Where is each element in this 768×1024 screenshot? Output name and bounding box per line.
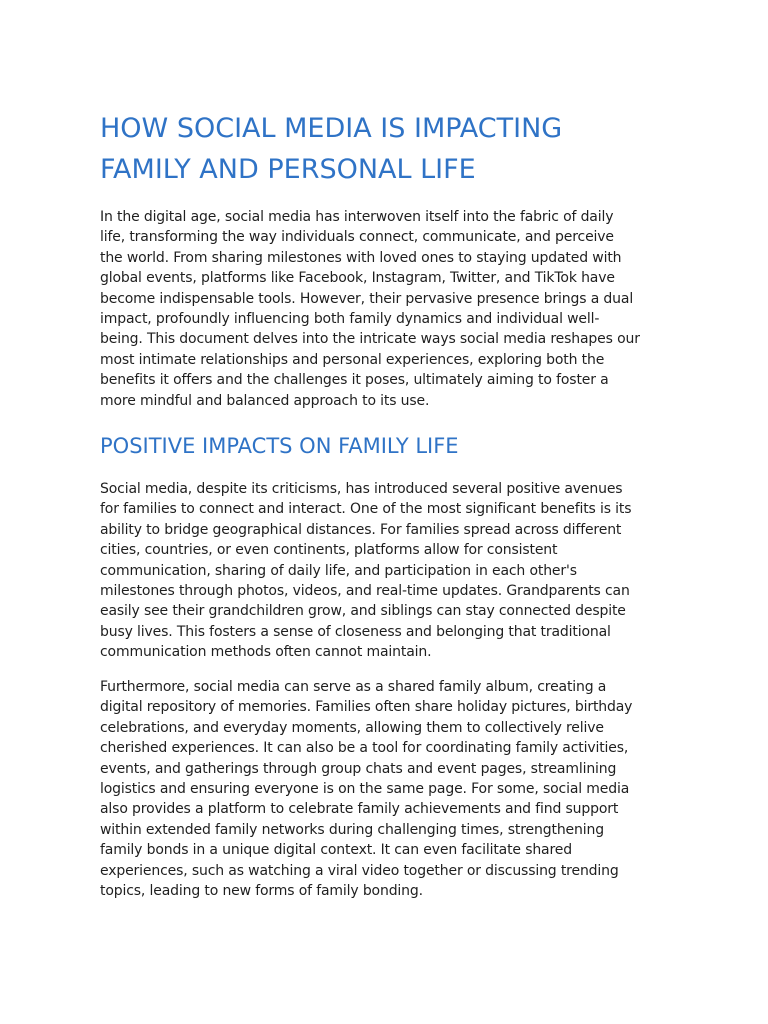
text-line: impact, profoundly influencing both family dynamics and individual well- [100, 311, 600, 328]
text-line: milestones through photos, videos, and real-time updates. Grandparents can [100, 583, 630, 600]
title-line: HOW SOCIAL MEDIA IS IMPACTING [100, 113, 563, 144]
title-line: FAMILY AND PERSONAL LIFE [100, 154, 476, 185]
text-line: Furthermore, social media can serve as a shared family album, creating a [100, 679, 607, 695]
text-line: family bonds in a unique digital context. It can even facilitate shared [100, 842, 572, 859]
text-line: benefits it offers and the challenges it poses, ultimately aiming to foster a [100, 372, 609, 389]
text-line: topics, leading to new forms of family bonding. [100, 883, 423, 900]
text-line: digital repository of memories. Families often share holiday pictures, birthday [100, 699, 633, 716]
text-line: life, transforming the way individuals connect, communicate, and perceive [100, 229, 614, 246]
text-line: celebrations, and everyday moments, allowing them to collectively relive [100, 719, 604, 736]
text-line: most intimate relationships and personal experiences, exploring both the [100, 351, 605, 368]
text-line: cherished experiences. It can also be a tool for coordinating family activities, [100, 740, 629, 757]
section-paragraph [100, 677, 672, 901]
text-line: the world. From sharing milestones with loved ones to staying updated with [100, 249, 622, 266]
text-line: busy lives. This fosters a sense of closeness and belonging that traditional [100, 623, 611, 640]
text-line: being. This document delves into the intricate ways social media reshapes our [100, 331, 640, 348]
section-heading: POSITIVE IMPACTS ON FAMILY LIFE [100, 434, 459, 458]
text-line: communication, sharing of daily life, and participation in each other's [100, 562, 577, 579]
text-line: logistics and ensuring everyone is on the same page. For some, social media [100, 781, 630, 798]
text-line: ability to bridge geographical distances. For families spread across different [100, 521, 622, 538]
document-title [100, 108, 668, 190]
text-line: within extended family networks during challenging times, strengthening [100, 821, 604, 838]
text-line: also provides a platform to celebrate family achievements and find support [100, 801, 619, 818]
text-line: easily see their grandchildren grow, and siblings can stay connected despite [100, 603, 626, 620]
text-line: communication methods often cannot maintain. [100, 644, 432, 661]
text-line: experiences, such as watching a viral video together or discussing trending [100, 862, 619, 879]
text-line: In the digital age, social media has interwoven itself into the fabric of daily [100, 209, 614, 225]
text-line: Social media, despite its criticisms, has introduced several positive avenues [100, 481, 623, 497]
text-line: cities, countries, or even continents, platforms allow for consistent [100, 542, 558, 559]
text-line: global events, platforms like Facebook, Instagram, Twitter, and TikTok have [100, 270, 615, 287]
text-line: become indispensable tools. However, their pervasive presence brings a dual [100, 290, 634, 307]
text-line: more mindful and balanced approach to its use. [100, 392, 430, 409]
section-paragraph [100, 479, 672, 663]
text-line: for families to connect and interact. One of the most significant benefits is its [100, 501, 632, 518]
intro-paragraph [100, 207, 672, 411]
text-line: events, and gatherings through group chats and event pages, streamlining [100, 760, 617, 777]
